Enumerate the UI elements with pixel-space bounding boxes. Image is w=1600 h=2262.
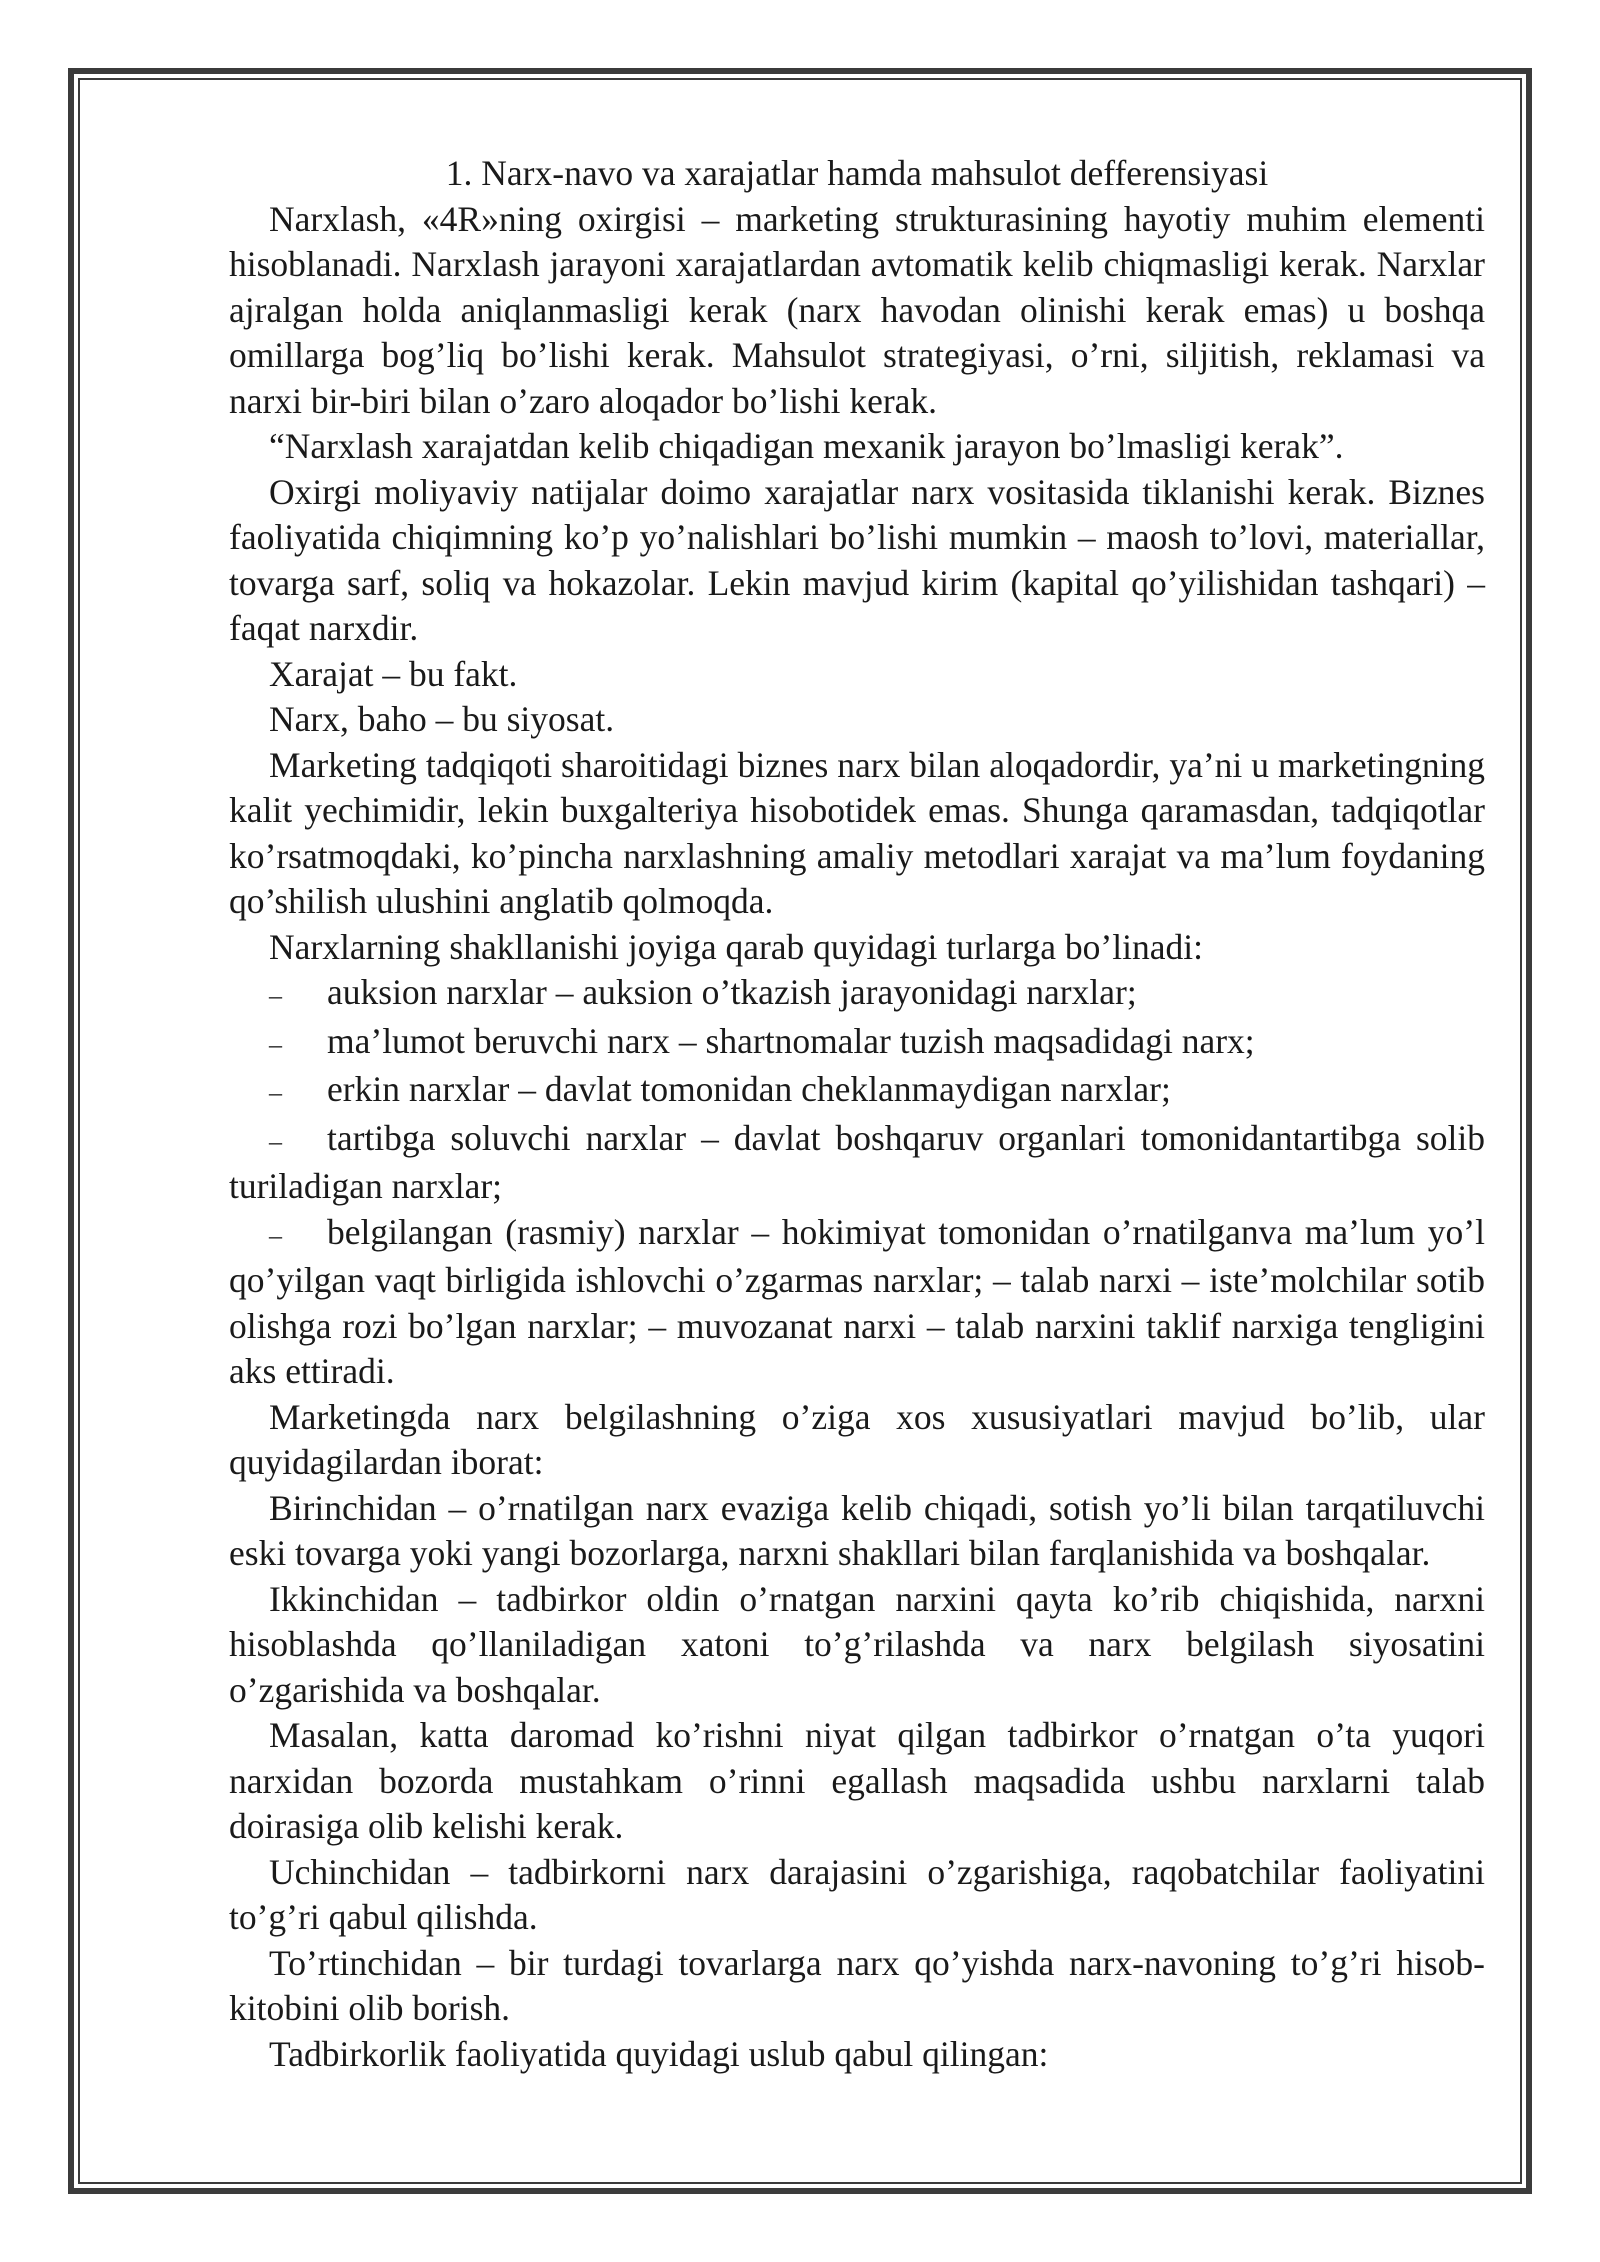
paragraph: To’rtinchidan – bir turdagi tovarlarga narx qo’yishda narx-navoning to’g’ri hisob-kitobini olib borish.	[229, 1942, 1485, 2028]
bullet-marker: –	[269, 981, 282, 1010]
list-item-text: belgilangan (rasmiy) narxlar – hokimiyat tomonidan o’rnatilganva ma’lum yo’l qo’yilgan vaqt birligida ishlovchi o’zgarmas narxlar; – talab narxi – iste’molchilar sotib olishga rozi bo’lgan narxlar; – muvozanat narxi – talab narxini taklif narxiga tengligini aks ettiradi.	[229, 1211, 1485, 1391]
list-item-text: tartibga soluvchi narxlar – davlat boshqaruv organlari tomonidantartibga solib turiladigan narxlar;	[229, 1117, 1485, 1206]
paragraph: Marketing tadqiqoti sharoitidagi biznes narx bilan aloqadordir, ya’ni u marketingning kalit yechimidir, lekin buxgalteriya hisobotidek emas. Shunga qaramasdan, tadqiqotlar ko’rsatmoqdaki, ko’pincha narxlashning amaliy metodlari xarajat va ma’lum foydaning qo’shilish ulushini anglatib qolmoqda.	[229, 744, 1485, 921]
list-item-text: erkin narxlar – davlat tomonidan cheklanmaydigan narxlar;	[327, 1069, 1171, 1109]
paragraph: Xarajat – bu fakt.	[269, 653, 518, 694]
bullet-marker: –	[269, 1220, 282, 1250]
paragraph: Ikkinchidan – tadbirkor oldin o’rnatgan narxini qayta ko’rib chiqishida, narxni hisoblashda qo’llaniladigan xatoni to’g’rilashda va narx belgilash siyosatini o’zgarishida va boshqalar.	[229, 1578, 1485, 1710]
paragraph: Oxirgi moliyaviy natijalar doimo xarajatlar narx vositasida tiklanishi kerak. Biznes faoliyatida chiqimning ko’p yo’nalishlari bo’lishi mumkin – maosh to’lovi, materiallar, tovarga sarf, soliq va hokazolar. Lekin mavjud kirim (kapital qo’yilishidan tashqari) – faqat narxdir.	[229, 471, 1485, 648]
paragraph: Uchinchidan – tadbirkorni narx darajasini o’zgarishiga, raqobatchilar faoliyatini to’g’ri qabul qilishda.	[229, 1851, 1485, 1937]
list-item-text: auksion narxlar – auksion o’tkazish jarayonidagi narxlar;	[327, 972, 1137, 1012]
bullet-marker: –	[269, 1078, 282, 1107]
list-item	[229, 1019, 1485, 1068]
paragraph: Narxlarning shakllanishi joyiga qarab quyidagi turlarga bo’linadi:	[269, 926, 1203, 967]
section-title: 1. Narx-navo va xarajatlar hamda mahsulot defferensiyasi	[445, 153, 1269, 193]
list-item	[229, 970, 1485, 1019]
paragraph: Tadbirkorlik faoliyatida quyidagi uslub qabul qilingan:	[269, 2033, 1049, 2074]
list-item	[229, 1067, 1485, 1116]
paragraph: Narx, baho – bu siyosat.	[269, 699, 615, 739]
list-item	[229, 1210, 1485, 1395]
paragraph: Birinchidan – o’rnatilgan narx evaziga kelib chiqadi, sotish yo’li bilan tarqatiluvchi eski tovarga yoki yangi bozorlarga, narxni shakllari bilan farqlanishida va boshqalar.	[229, 1487, 1485, 1573]
document-body	[229, 151, 1485, 2077]
bullet-marker: –	[269, 1029, 282, 1059]
paragraph: Narxlash, «4R»ning oxirgisi – marketing strukturasining hayotiy muhim elementi hisoblanadi. Narxlash jarayoni xarajatlardan avtomatik kelib chiqmasligi kerak. Narxlar ajralgan holda aniqlanmasligi kerak (narx havodan olinishi kerak emas) u boshqa omillarga bog’liq bo’lishi kerak. Mahsulot strategiyasi, o’rni, siljitish, reklamasi va narxi bir-biri bilan o’zaro aloqador bo’lishi kerak.	[229, 198, 1485, 421]
paragraph: Masalan, katta daromad ko’rishni niyat qilgan tadbirkor o’rnatgan o’ta yuqori narxidan bozorda mustahkam o’rinni egallash maqsadida ushbu narxlarni talab doirasiga olib kelishi kerak.	[229, 1715, 1485, 1846]
list-item-text: ma’lumot beruvchi narx – shartnomalar tuzish maqsadidagi narx;	[327, 1020, 1255, 1061]
paragraph: Marketingda narx belgilashning o’ziga xos xususiyatlari mavjud bo’lib, ular quyidagilardan iborat:	[229, 1396, 1485, 1482]
paragraph: “Narxlash xarajatdan kelib chiqadigan mexanik jarayon bo’lmasligi kerak”.	[269, 426, 1344, 466]
bullet-marker: –	[269, 1126, 282, 1156]
list-item	[229, 1116, 1485, 1210]
